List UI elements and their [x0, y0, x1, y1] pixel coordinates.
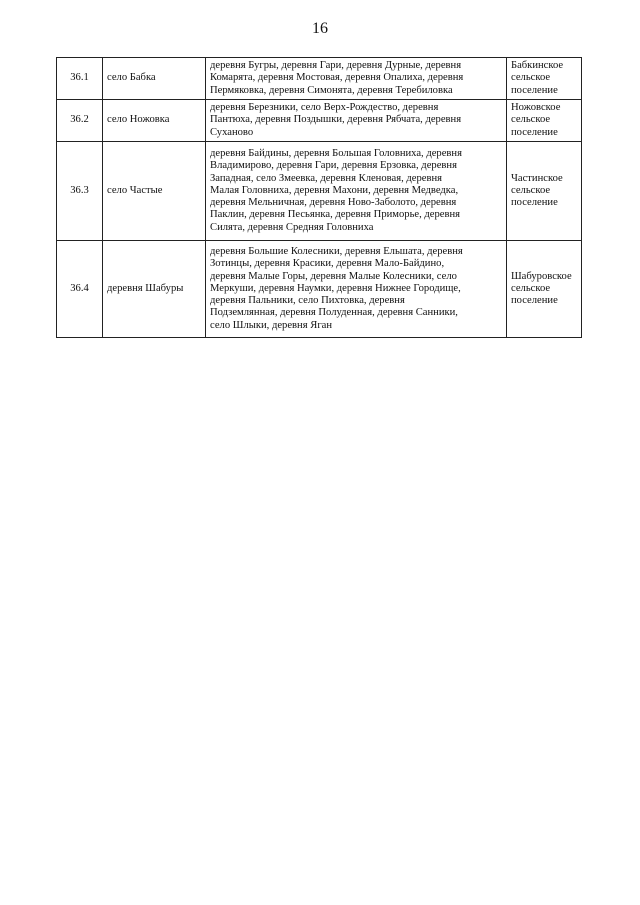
- table-row: [57, 100, 582, 142]
- localities-list: [206, 142, 507, 241]
- settlement-line: Ножовское: [511, 102, 561, 114]
- localities-list: [206, 58, 507, 100]
- locality-line: Подземлянная, деревня Полуденная, деревня Санники,: [210, 307, 458, 319]
- settlement-line: поселение: [511, 295, 558, 307]
- settlement-line: Частинское: [511, 172, 563, 184]
- settlement-line: сельское: [511, 282, 551, 294]
- localities-list: [206, 100, 507, 142]
- admin-center: село Частые: [103, 142, 206, 241]
- table-row: [57, 142, 582, 241]
- settlement-line: Шабуровское: [511, 270, 572, 282]
- locality-line: деревня Пальники, село Пихтовка, деревня: [210, 295, 405, 307]
- locality-line: Западная, село Змеевка, деревня Кленовая, деревня: [210, 172, 443, 184]
- locality-line: деревня Березники, село Верх-Рождество, деревня: [210, 102, 439, 114]
- settlements-table: [56, 57, 582, 338]
- locality-line: Меркуши, деревня Наумки, деревня Нижнее Городище,: [210, 282, 461, 294]
- settlement-line: сельское: [511, 184, 551, 196]
- admin-center: село Бабка: [103, 58, 206, 100]
- locality-line: деревня Бугры, деревня Гари, деревня Дурные, деревня: [210, 60, 462, 72]
- admin-center: деревня Шабуры: [103, 241, 206, 338]
- page-number: 16: [312, 20, 328, 37]
- settlement-line: Бабкинское: [511, 60, 564, 72]
- settlement-line: поселение: [511, 84, 558, 96]
- locality-line: село Шлыки, деревня Яган: [210, 319, 333, 331]
- settlement-line: сельское: [511, 72, 551, 84]
- locality-line: Комарята, деревня Мостовая, деревня Опалиха, деревня: [210, 72, 464, 84]
- locality-line: Малая Головниха, деревня Махони, деревня Медведка,: [210, 184, 459, 196]
- locality-line: Силята, деревня Средняя Головниха: [210, 221, 374, 233]
- settlement-line: поселение: [511, 126, 558, 138]
- locality-line: Суханово: [210, 126, 254, 138]
- locality-line: деревня Малые Горы, деревня Малые Колесники, село: [210, 270, 457, 282]
- locality-line: Владимирово, деревня Гари, деревня Ерзовка, деревня: [210, 160, 457, 172]
- locality-line: Пантюха, деревня Поздышки, деревня Рябчата, деревня: [210, 114, 462, 126]
- locality-line: Пермяковка, деревня Симонята, деревня Теребиловка: [210, 84, 453, 96]
- table-row: [57, 58, 582, 100]
- row-number: 36.4: [57, 241, 103, 338]
- localities-list: [206, 241, 507, 338]
- row-number: 36.3: [57, 142, 103, 241]
- locality-line: деревня Большие Колесники, деревня Ельшата, деревня: [210, 245, 463, 257]
- locality-line: Зотинцы, деревня Красики, деревня Мало-Байдино,: [210, 258, 445, 270]
- admin-center: село Ножовка: [103, 100, 206, 142]
- settlement-name: [507, 142, 582, 241]
- table-row: [57, 241, 582, 338]
- row-number: 36.2: [57, 100, 103, 142]
- settlement-name: [507, 58, 582, 100]
- settlement-line: поселение: [511, 197, 558, 209]
- locality-line: Паклин, деревня Песьянка, деревня Приморье, деревня: [210, 209, 461, 221]
- row-number: 36.1: [57, 58, 103, 100]
- locality-line: деревня Байдины, деревня Большая Головниха, деревня: [210, 147, 462, 159]
- locality-line: деревня Мельничная, деревня Ново-Заболото, деревня: [210, 197, 457, 209]
- settlement-name: [507, 241, 582, 338]
- settlement-line: сельское: [511, 114, 551, 126]
- settlement-name: [507, 100, 582, 142]
